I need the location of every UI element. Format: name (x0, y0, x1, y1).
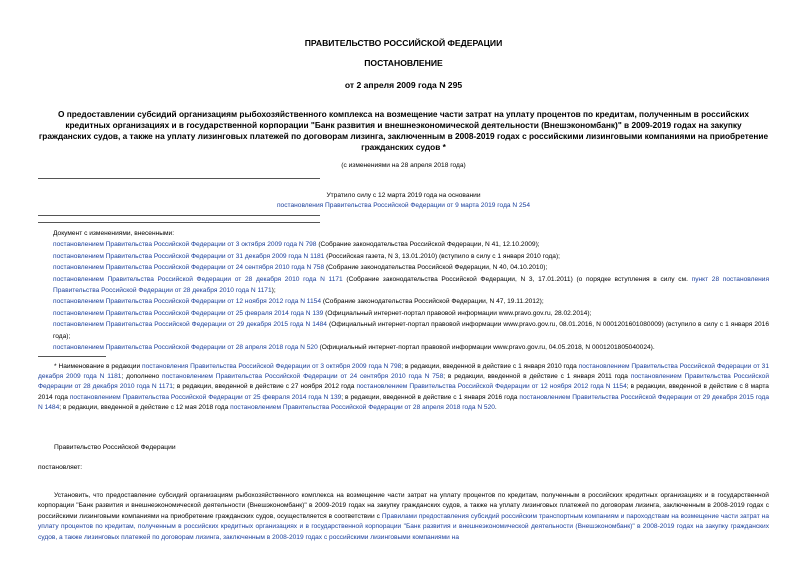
reference-link[interactable]: постановлением Правительства Российской Федерации от 28 апреля 2018 года N 520 (230, 403, 495, 411)
footnote-divider (38, 356, 106, 357)
reference-link[interactable]: постановления Правительства Российской Федерации от 3 октября 2009 года N 798 (142, 363, 402, 370)
amendment-link[interactable]: постановлением Правительства Российской Федерации от 28 апреля 2018 года N 520 (53, 344, 318, 352)
amendment-link[interactable]: постановлением Правительства Российской Федерации от 24 сентября 2010 года N 758 (53, 264, 325, 272)
divider (38, 215, 320, 216)
amendment-link[interactable]: постановлением Правительства Российской Федерации от 29 декабря 2015 года N 1484 (53, 321, 327, 329)
changes-list (53, 228, 769, 353)
amendment-source: (Официальный интернет-портал правовой информации www.pravo.gov.ru, 28.02.2014); (323, 309, 592, 317)
text-run: ; в редакции, введенной в действие с 1 января 2016 года (341, 393, 520, 401)
divider (38, 222, 320, 223)
change-list-item (53, 274, 769, 297)
change-list-item (53, 308, 769, 319)
amendment-source: (Собрание законодательства Российской Федерации, N 41, 12.10.2009); (316, 241, 540, 249)
reference-link[interactable]: постановлением Правительства Российской Федерации от 29 декабря 2015 года N 1484 (38, 393, 769, 411)
lost-force-link[interactable]: постановления Правительства Российской Федерации от 9 марта 2019 года N 254 (276, 202, 531, 209)
reference-link[interactable]: постановлением Правительства Российской Федерации от 25 февраля 2014 года N 139 (69, 393, 342, 401)
lost-force-block (38, 191, 769, 211)
text-run: . (494, 403, 497, 411)
amendment-source: (Собрание законодательства Российской Федерации, N 3, 17.01.2011) (о порядке вступления в силу см. (342, 275, 692, 283)
text-run: ; в редакции, введенной в действие с 12 мая 2018 года (59, 403, 231, 411)
reference-link[interactable]: постановлением Правительства Российской Федерации от 31 декабря 2009 года N 1181 (38, 363, 769, 381)
government-heading: ПРАВИТЕЛЬСТВО РОССИЙСКОЙ ФЕДЕРАЦИИ (304, 38, 503, 48)
amendment-source: (Российская газета, N 3, 13.01.2010) (вступило в силу с 1 января 2010 года); (324, 252, 561, 260)
reference-link[interactable]: Правилами предоставления субсидий российским транспортным компаниям и пароходствам на возмещение части затрат на уплату процентов по кредитам, полученным в российских кредитных организациях и в государственной корпорации "Банк развития и внешнеэкономической деятельности (Внешэкономбанк)" в 2008-2019 годах на закупку гражданских судов, а также лизинговых платежей по договорам лизинга, заключенным в 2008-2019 годах с российскими лизинговыми компаниями на (38, 512, 769, 541)
text-run: ; дополнено (121, 373, 163, 381)
changes-items (53, 239, 769, 353)
amendment-source: (Официальный интернет-портал правовой информации www.pravo.gov.ru, 08.01.2016, N 0001201601080009) (вступило в силу с 1 января 2016 года); (53, 321, 769, 340)
change-list-item (53, 262, 769, 273)
change-list-item (53, 239, 769, 250)
change-list-item (53, 342, 769, 353)
date-number-heading: от 2 апреля 2009 года N 295 (344, 80, 463, 90)
amendment-link[interactable]: пункт 28 постановления Правительства Российской Федерации от 28 декабря 2010 года N 1171 (53, 275, 770, 295)
text-run: ; в редакции, введенной в действие с 27 ноября 2012 года (172, 383, 357, 391)
document-title: О предоставлении субсидий организациям рыбохозяйственного комплекса на возмещение части затрат на уплату процентов по кредитам, полученным в российских кредитных организациях и в государственной корпорации "Банк развития и внешнеэкономической деятельности (Внешэкономбанк)" в 2009-2019 годах на закупку гражданских судов, а также на уплату лизинговых платежей по договорам лизинга, заключенным в 2008-2019 годах с российскими лизинговыми компаниями на приобретение гражданских судов * (38, 109, 769, 152)
text-run: ; в редакции, введенной в действие с 1 января 2010 года (401, 363, 579, 370)
change-list-item (53, 319, 769, 342)
text-run: Установить, что предоставление субсидий организациям рыбохозяйственного комплекса на возмещение части затрат на уплату процентов по кредитам, полученным в российских кредитных организациях и в государственной корпорации "Банк развития и внешнеэкономической деятельности (Внешэкономбанк)" в 2009-2019 годах на закупку гражданских судов, а также на уплату лизинговых платежей по договорам лизинга, заключенным в 2008-2019 годах с российскими лизинговыми компаниями на приобретение гражданских судов, осуществляется в соответствии с (38, 492, 769, 520)
amendment-link[interactable]: постановлением Правительства Российской Федерации от 28 декабря 2010 года N 1171 (53, 275, 343, 283)
doc-type-heading: ПОСТАНОВЛЕНИЕ (364, 58, 443, 68)
amendment-link[interactable]: постановлением Правительства Российской Федерации от 12 ноября 2012 года N 1154 (53, 298, 321, 306)
text-run: * Наименование в редакции (54, 363, 143, 370)
amendment-link[interactable]: постановлением Правительства Российской Федерации от 31 декабря 2009 года N 1181 (53, 252, 325, 260)
amendment-link[interactable]: постановлением Правительства Российской Федерации от 3 октября 2009 года N 798 (53, 241, 317, 249)
changes-note: (с изменениями на 28 апреля 2018 года) (341, 162, 466, 169)
text-run: ; в редакции, введенной в действие с 1 января 2011 года (443, 373, 631, 381)
changes-list-intro: Документ с изменениями, внесенными: (53, 230, 175, 237)
government-line: Правительство Российской Федерации (54, 444, 176, 451)
reference-link[interactable]: постановлением Правительства Российской Федерации от 28 декабря 2010 года N 1171 (38, 373, 770, 391)
decree-line: постановляет: (38, 464, 83, 471)
title-footnote (38, 362, 769, 413)
text-run: ; в редакции, введенной в действие с 8 марта 2014 года (38, 383, 769, 401)
amendment-source: (Собрание законодательства Российской Федерации, N 40, 04.10.2010); (324, 264, 548, 272)
change-list-item (53, 296, 769, 307)
amendment-source: (Официальный интернет-портал правовой информации www.pravo.gov.ru, 04.05.2018, N 0001201805040024). (317, 344, 655, 352)
lost-force-text: Утратило силу с 12 марта 2019 года на основании (326, 192, 481, 199)
reference-link[interactable]: постановлением Правительства Российской Федерации от 12 ноября 2012 года N 1154 (356, 383, 627, 391)
amendment-link[interactable]: постановлением Правительства Российской Федерации от 25 февраля 2014 года N 139 (53, 309, 324, 317)
reference-link[interactable]: постановлением Правительства Российской Федерации от 24 сентября 2010 года N 758 (162, 373, 444, 381)
change-list-item (53, 251, 769, 262)
body-paragraph (38, 491, 769, 543)
divider (38, 178, 320, 179)
amendment-source: (Собрание законодательства Российской Федерации, N 47, 19.11.2012); (321, 298, 544, 306)
amendment-source: ); (271, 287, 276, 295)
